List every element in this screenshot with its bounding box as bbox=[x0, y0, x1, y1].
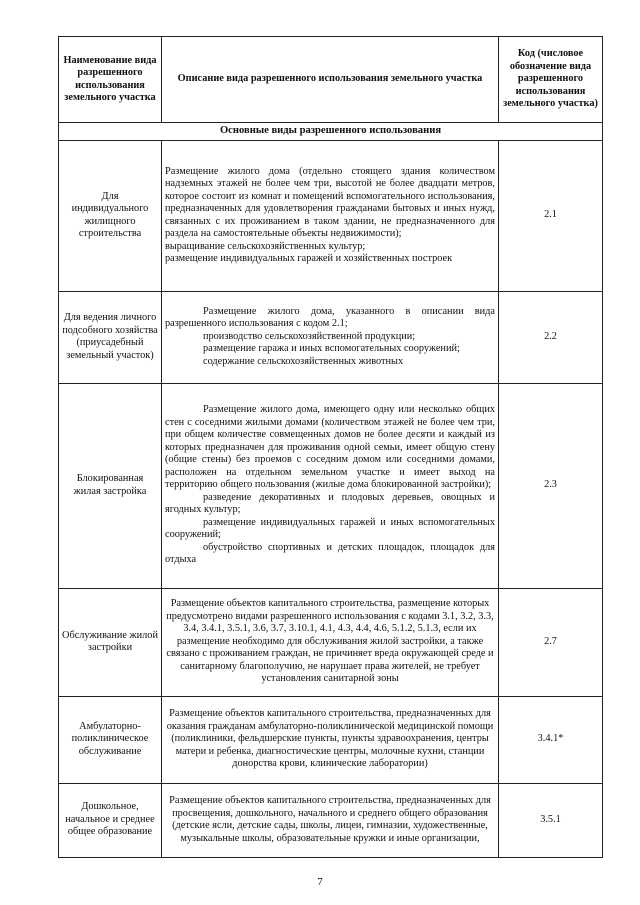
description-paragraph: размещение гаража и иных вспомогательных сооружений; bbox=[203, 343, 460, 355]
table-header-row bbox=[59, 37, 603, 123]
use-description bbox=[162, 383, 499, 588]
description-paragraph: Размещение объектов капитального строительства, предназначенных для просвещения, дошкольного, начального и среднего общего образования (детские ясли, детские сады, школы, лицеи, гимназии, художественные, музыкальные школы, образовательные кружки и иные организации, bbox=[169, 795, 491, 844]
use-name: Обслуживание жилой застройки bbox=[59, 588, 162, 696]
table-row bbox=[59, 291, 603, 383]
page-number: 7 bbox=[317, 876, 323, 888]
description-paragraph: Размещение жилого дома, указанного в описании вида разрешенного использования с кодом 2.1; bbox=[165, 305, 495, 330]
section-row bbox=[59, 123, 603, 141]
description-paragraph: Размещение объектов капитального строительства, предназначенных для оказания гражданам амбулаторно-поликлинической медицинской помощи (поликлиники, фельдшерские пункты, пункты здравоохранения, центры матери и ребенка, диагностические центры, молочные кухни, станции донорства крови, клинические лаборатории) bbox=[166, 708, 494, 770]
use-description bbox=[162, 588, 499, 696]
header-code: Код (числовое обозначение вида разрешенного использования земельного участка) bbox=[499, 37, 603, 123]
table-row bbox=[59, 696, 603, 783]
use-code: 2.2 bbox=[499, 291, 603, 383]
header-name: Наименование вида разрешенного использования земельного участка bbox=[59, 37, 162, 123]
use-code: 3.4.1* bbox=[499, 696, 603, 783]
use-code: 2.1 bbox=[499, 140, 603, 291]
description-paragraph: разведение декоративных и плодовых деревьев, овощных и ягодных культур; bbox=[165, 491, 495, 516]
use-code: 2.3 bbox=[499, 383, 603, 588]
description-paragraph: выращивание сельскохозяйственных культур; bbox=[165, 240, 366, 252]
description-paragraph: размещение индивидуальных гаражей и хозяйственных построек bbox=[165, 253, 453, 264]
use-name: Для ведения личного подсобного хозяйства (приусадебный земельный участок) bbox=[59, 291, 162, 383]
description-paragraph: размещение индивидуальных гаражей и иных вспомогательных сооружений; bbox=[165, 516, 495, 541]
use-name: Амбулаторно-поликлиническое обслуживание bbox=[59, 696, 162, 783]
use-code: 3.5.1 bbox=[499, 783, 603, 857]
table-row bbox=[59, 383, 603, 588]
land-use-table bbox=[58, 36, 603, 858]
use-name: Дошкольное, начальное и среднее общее образование bbox=[59, 783, 162, 857]
description-paragraph: Размещение объектов капитального строительства, размещение которых предусмотрено видами разрешенного использования с кодами 3.1, 3.2, 3.3, 3.4, 3.4.1, 3.5.1, 3.6, 3.7, 3.10.1, 4.1, 4.3, 4.4, 4.6, 5.1.2, 5.1.3, если их размещение необходимо для обслуживания жилой застройки, а также связано с проживанием граждан, не причиняет вреда окружающей среде и санитарному благополучию, не нарушает права жителей, не требует установления санитарной зоны bbox=[166, 598, 494, 685]
use-description bbox=[162, 291, 499, 383]
description-paragraph: содержание сельскохозяйственных животных bbox=[203, 355, 404, 367]
description-paragraph: Размещение жилого дома, имеющего одну или несколько общих стен с соседними жилыми домами (количеством этажей не более чем три, при общем количестве совмещенных домов не более десяти и каждый из которых предназначен для проживания одной семьи, имеет общую стену (общие стены) без проемов с соседним домом или соседними домами, расположен на отдельном земельном участке и имеет выход на территорию общего пользования (жилые дома блокированной застройки); bbox=[165, 404, 495, 491]
use-code: 2.7 bbox=[499, 588, 603, 696]
use-name: Для индивидуального жилищного строительства bbox=[59, 140, 162, 291]
description-paragraph: производство сельскохозяйственной продукции; bbox=[203, 330, 416, 342]
description-paragraph: обустройство спортивных и детских площадок, площадок для отдыха bbox=[165, 541, 495, 566]
use-description bbox=[162, 783, 499, 857]
description-paragraph: Размещение жилого дома (отдельно стоящего здания количеством надземных этажей не более чем три, высотой не более двадцати метров, которое состоит из комнат и помещений вспомогательного использования, предназначенных для удовлетворения гражданами бытовых и иных нужд, связанных с их проживанием в таком здании, не предназначенного для раздела на самостоятельные объекты недвижимости); bbox=[165, 165, 495, 239]
use-description bbox=[162, 696, 499, 783]
header-description: Описание вида разрешенного использования земельного участка bbox=[162, 37, 499, 123]
use-name: Блокированная жилая застройка bbox=[59, 383, 162, 588]
section-title: Основные виды разрешенного использования bbox=[59, 123, 603, 141]
use-description bbox=[162, 140, 499, 291]
table-row bbox=[59, 783, 603, 857]
table-row bbox=[59, 140, 603, 291]
table-row bbox=[59, 588, 603, 696]
